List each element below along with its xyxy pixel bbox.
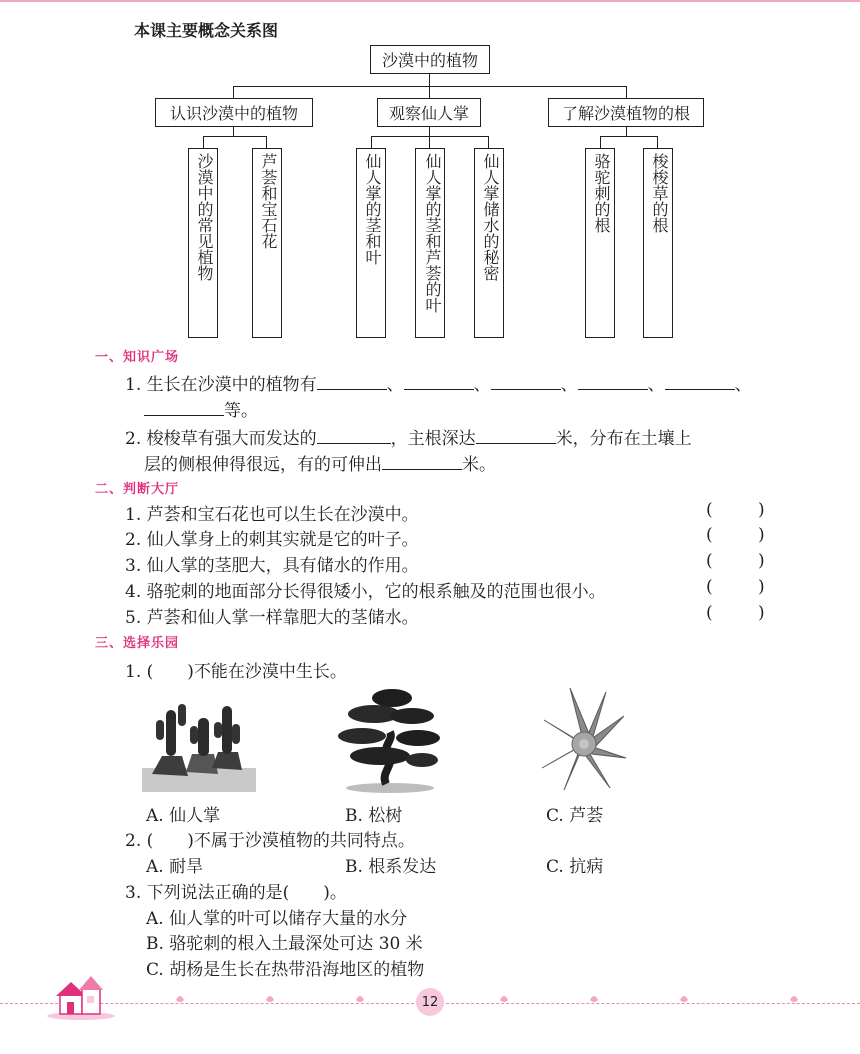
connector	[600, 136, 601, 148]
option-label: C. 胡杨是生长在热带沿海地区的植物	[146, 960, 425, 980]
concept-leaf: 仙人掌的茎和叶	[356, 148, 386, 338]
top-border	[0, 0, 860, 2]
answer-blank[interactable]	[404, 373, 474, 390]
question-text: 等。	[224, 401, 258, 421]
section-title: 一、知识广场	[95, 350, 180, 365]
option-label: A. 耐旱	[146, 857, 204, 877]
answer-paren-close[interactable]: )	[758, 577, 765, 597]
concept-leaf: 梭梭草的根	[643, 148, 673, 338]
concept-branch-2: 观察仙人掌	[377, 98, 481, 127]
choice-question-3: 3. 下列说法正确的是( )。	[125, 883, 347, 903]
question-1-1-cont	[144, 396, 258, 421]
concept-branch-1: 认识沙漠中的植物	[155, 98, 313, 127]
connector	[203, 136, 267, 137]
leaf-decoration	[170, 992, 830, 1006]
answer-paren-close[interactable]: )	[758, 551, 765, 571]
choice-question-1: 1. ( )不能在沙漠中生长。	[125, 662, 347, 682]
question-text: ，主根深达	[390, 429, 476, 449]
question-text: 米。	[462, 455, 496, 475]
concept-branch-3: 了解沙漠植物的根	[548, 98, 704, 127]
concept-leaf: 沙漠中的常见植物	[188, 148, 218, 338]
answer-paren-open: (	[706, 500, 713, 520]
connector	[429, 136, 430, 148]
aloe-image	[540, 684, 628, 794]
answer-blank[interactable]	[144, 399, 224, 416]
connector	[626, 86, 627, 98]
section-title: 三、选择乐园	[95, 636, 180, 651]
option-label: B. 松树	[345, 806, 403, 826]
separator: 、	[560, 375, 578, 395]
concept-leaf: 骆驼刺的根	[585, 148, 615, 338]
judge-item: 3. 仙人掌的茎肥大，具有储水的作用。	[125, 556, 419, 576]
concept-leaf: 仙人掌储水的秘密	[474, 148, 504, 338]
question-text: 1. 生长在沙漠中的植物有	[125, 375, 317, 395]
separator: 、	[386, 375, 404, 395]
answer-blank[interactable]	[476, 427, 556, 444]
connector	[371, 136, 372, 148]
connector	[266, 136, 267, 148]
judge-item: 5. 芦荟和仙人掌一样靠肥大的茎储水。	[125, 608, 419, 628]
connector	[233, 86, 234, 98]
connector	[203, 136, 204, 148]
connector	[657, 136, 658, 148]
question-text: 米，分布在土壤上	[555, 429, 692, 449]
concept-leaf: 芦荟和宝石花	[252, 148, 282, 338]
connector	[600, 136, 658, 137]
question-1-1	[125, 370, 752, 395]
separator: 、	[473, 375, 491, 395]
connector	[429, 86, 430, 98]
answer-paren-open: (	[706, 525, 713, 545]
option-label: A. 仙人掌	[146, 806, 221, 826]
separator: 、	[647, 375, 665, 395]
answer-blank[interactable]	[491, 373, 561, 390]
judge-item: 1. 芦荟和宝石花也可以生长在沙漠中。	[125, 505, 419, 525]
option-label: A. 仙人掌的叶可以储存大量的水分	[146, 909, 408, 929]
judge-item: 4. 骆驼刺的地面部分长得很矮小，它的根系触及的范围也很小。	[125, 582, 606, 602]
option-label: B. 骆驼刺的根入土最深处可达 30 米	[146, 934, 423, 954]
concept-root: 沙漠中的植物	[370, 45, 490, 74]
answer-paren-close[interactable]: )	[758, 603, 765, 623]
option-label: C. 抗病	[546, 857, 604, 877]
answer-paren-open: (	[706, 551, 713, 571]
answer-blank[interactable]	[317, 427, 391, 444]
question-text: 2. 梭梭草有强大而发达的	[125, 429, 317, 449]
house-icon	[46, 972, 116, 1020]
concept-map-title: 本课主要概念关系图	[134, 21, 279, 40]
answer-blank[interactable]	[665, 373, 735, 390]
section-title: 二、判断大厅	[95, 482, 180, 497]
cactus-image	[142, 696, 256, 792]
judge-item: 2. 仙人掌身上的刺其实就是它的叶子。	[125, 530, 419, 550]
answer-blank[interactable]	[382, 453, 462, 470]
option-label: B. 根系发达	[345, 857, 437, 877]
question-1-2	[125, 424, 692, 449]
concept-leaf: 仙人掌的茎和芦荟的叶	[415, 148, 445, 338]
connector	[488, 136, 489, 148]
answer-paren-close[interactable]: )	[758, 500, 765, 520]
separator: 、	[734, 375, 752, 395]
choice-question-2: 2. ( )不属于沙漠植物的共同特点。	[125, 831, 415, 851]
pine-tree-image	[336, 684, 444, 794]
question-text: 层的侧根伸得很远，有的可伸出	[144, 455, 382, 475]
answer-paren-close[interactable]: )	[758, 525, 765, 545]
answer-paren-open: (	[706, 577, 713, 597]
page-number: 12	[416, 988, 444, 1016]
option-label: C. 芦荟	[546, 806, 604, 826]
answer-paren-open: (	[706, 603, 713, 623]
answer-blank[interactable]	[578, 373, 648, 390]
answer-blank[interactable]	[317, 373, 387, 390]
question-1-2-cont	[144, 450, 496, 475]
